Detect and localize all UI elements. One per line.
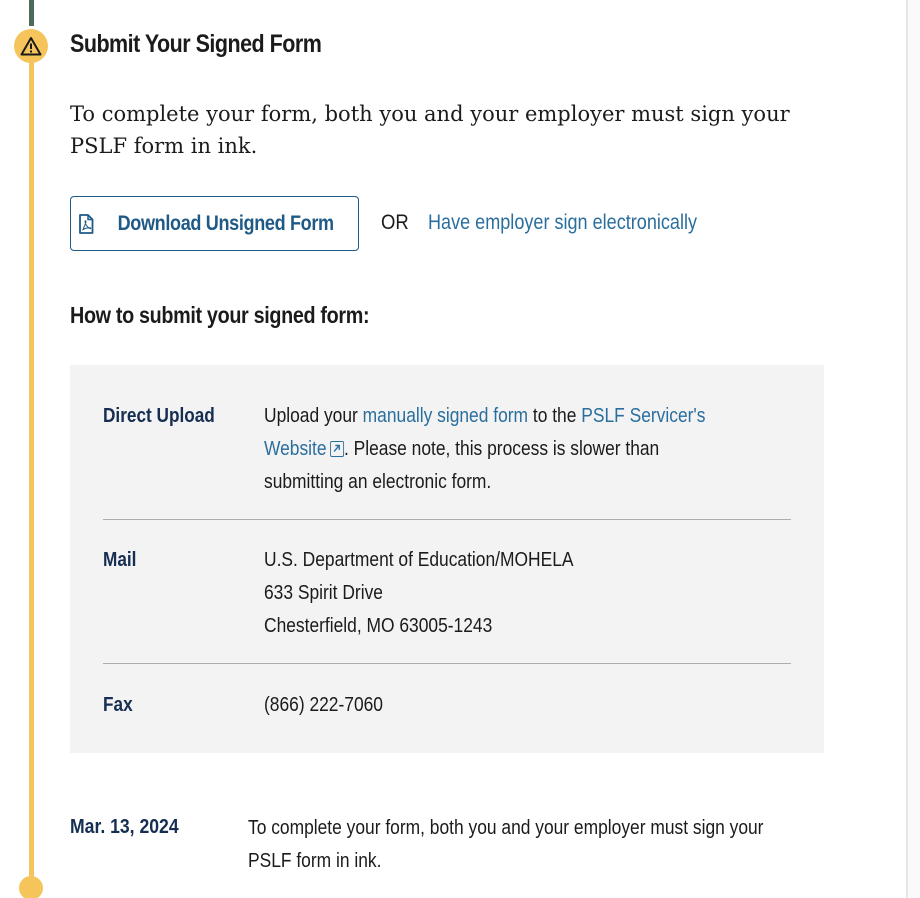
page-edge <box>906 0 920 898</box>
pslf-servicer-website-link[interactable] <box>264 438 344 460</box>
fax-label: Fax <box>103 694 133 716</box>
download-button-label: Download Unsigned Form <box>117 211 334 235</box>
pslf-servicer-link[interactable]: PSLF Servicer's <box>581 405 706 427</box>
mail-address <box>264 544 824 643</box>
direct-upload-label: Direct Upload <box>103 405 215 427</box>
manually-signed-form-link[interactable]: manually signed form <box>362 405 529 427</box>
address-line: U.S. Department of Education/MOHELA <box>264 549 574 571</box>
divider <box>103 663 791 664</box>
warning-icon <box>14 29 48 63</box>
pdf-file-icon <box>78 214 94 234</box>
upload-text: Upload your <box>264 405 363 427</box>
how-to-submit-heading: How to submit your signed form: <box>70 302 370 328</box>
timeline-line-previous <box>29 0 34 26</box>
mail-label: Mail <box>103 549 137 571</box>
direct-upload-description <box>264 400 824 499</box>
section-title: Submit Your Signed Form <box>70 30 322 58</box>
timeline-end-dot <box>19 876 43 898</box>
or-separator: OR <box>381 211 409 234</box>
upload-text: . Please note, this process is slower than <box>343 438 660 460</box>
fax-number-text: (866) 222-7060 <box>264 694 383 716</box>
divider <box>103 519 791 520</box>
address-line: Chesterfield, MO 63005-1243 <box>264 615 493 637</box>
section-intro: To complete your form, both you and your employer must sign your PSLF form in ink. <box>70 102 790 158</box>
history-note-line: PSLF form in ink. <box>248 850 382 872</box>
upload-text: to the <box>528 405 582 427</box>
website-link-label: Website <box>264 438 327 460</box>
address-line: 633 Spirit Drive <box>264 582 383 604</box>
employer-esign-link[interactable]: Have employer sign electronically <box>428 211 698 234</box>
fax-number <box>264 689 824 722</box>
history-note-line: To complete your form, both you and your employer must sign your <box>248 817 764 839</box>
history-note <box>248 812 868 878</box>
upload-text: submitting an electronic form. <box>264 471 492 493</box>
timeline-line <box>29 50 34 886</box>
download-unsigned-form-button[interactable] <box>70 196 359 251</box>
history-date: Mar. 13, 2024 <box>70 816 179 838</box>
external-link-icon <box>330 441 344 457</box>
